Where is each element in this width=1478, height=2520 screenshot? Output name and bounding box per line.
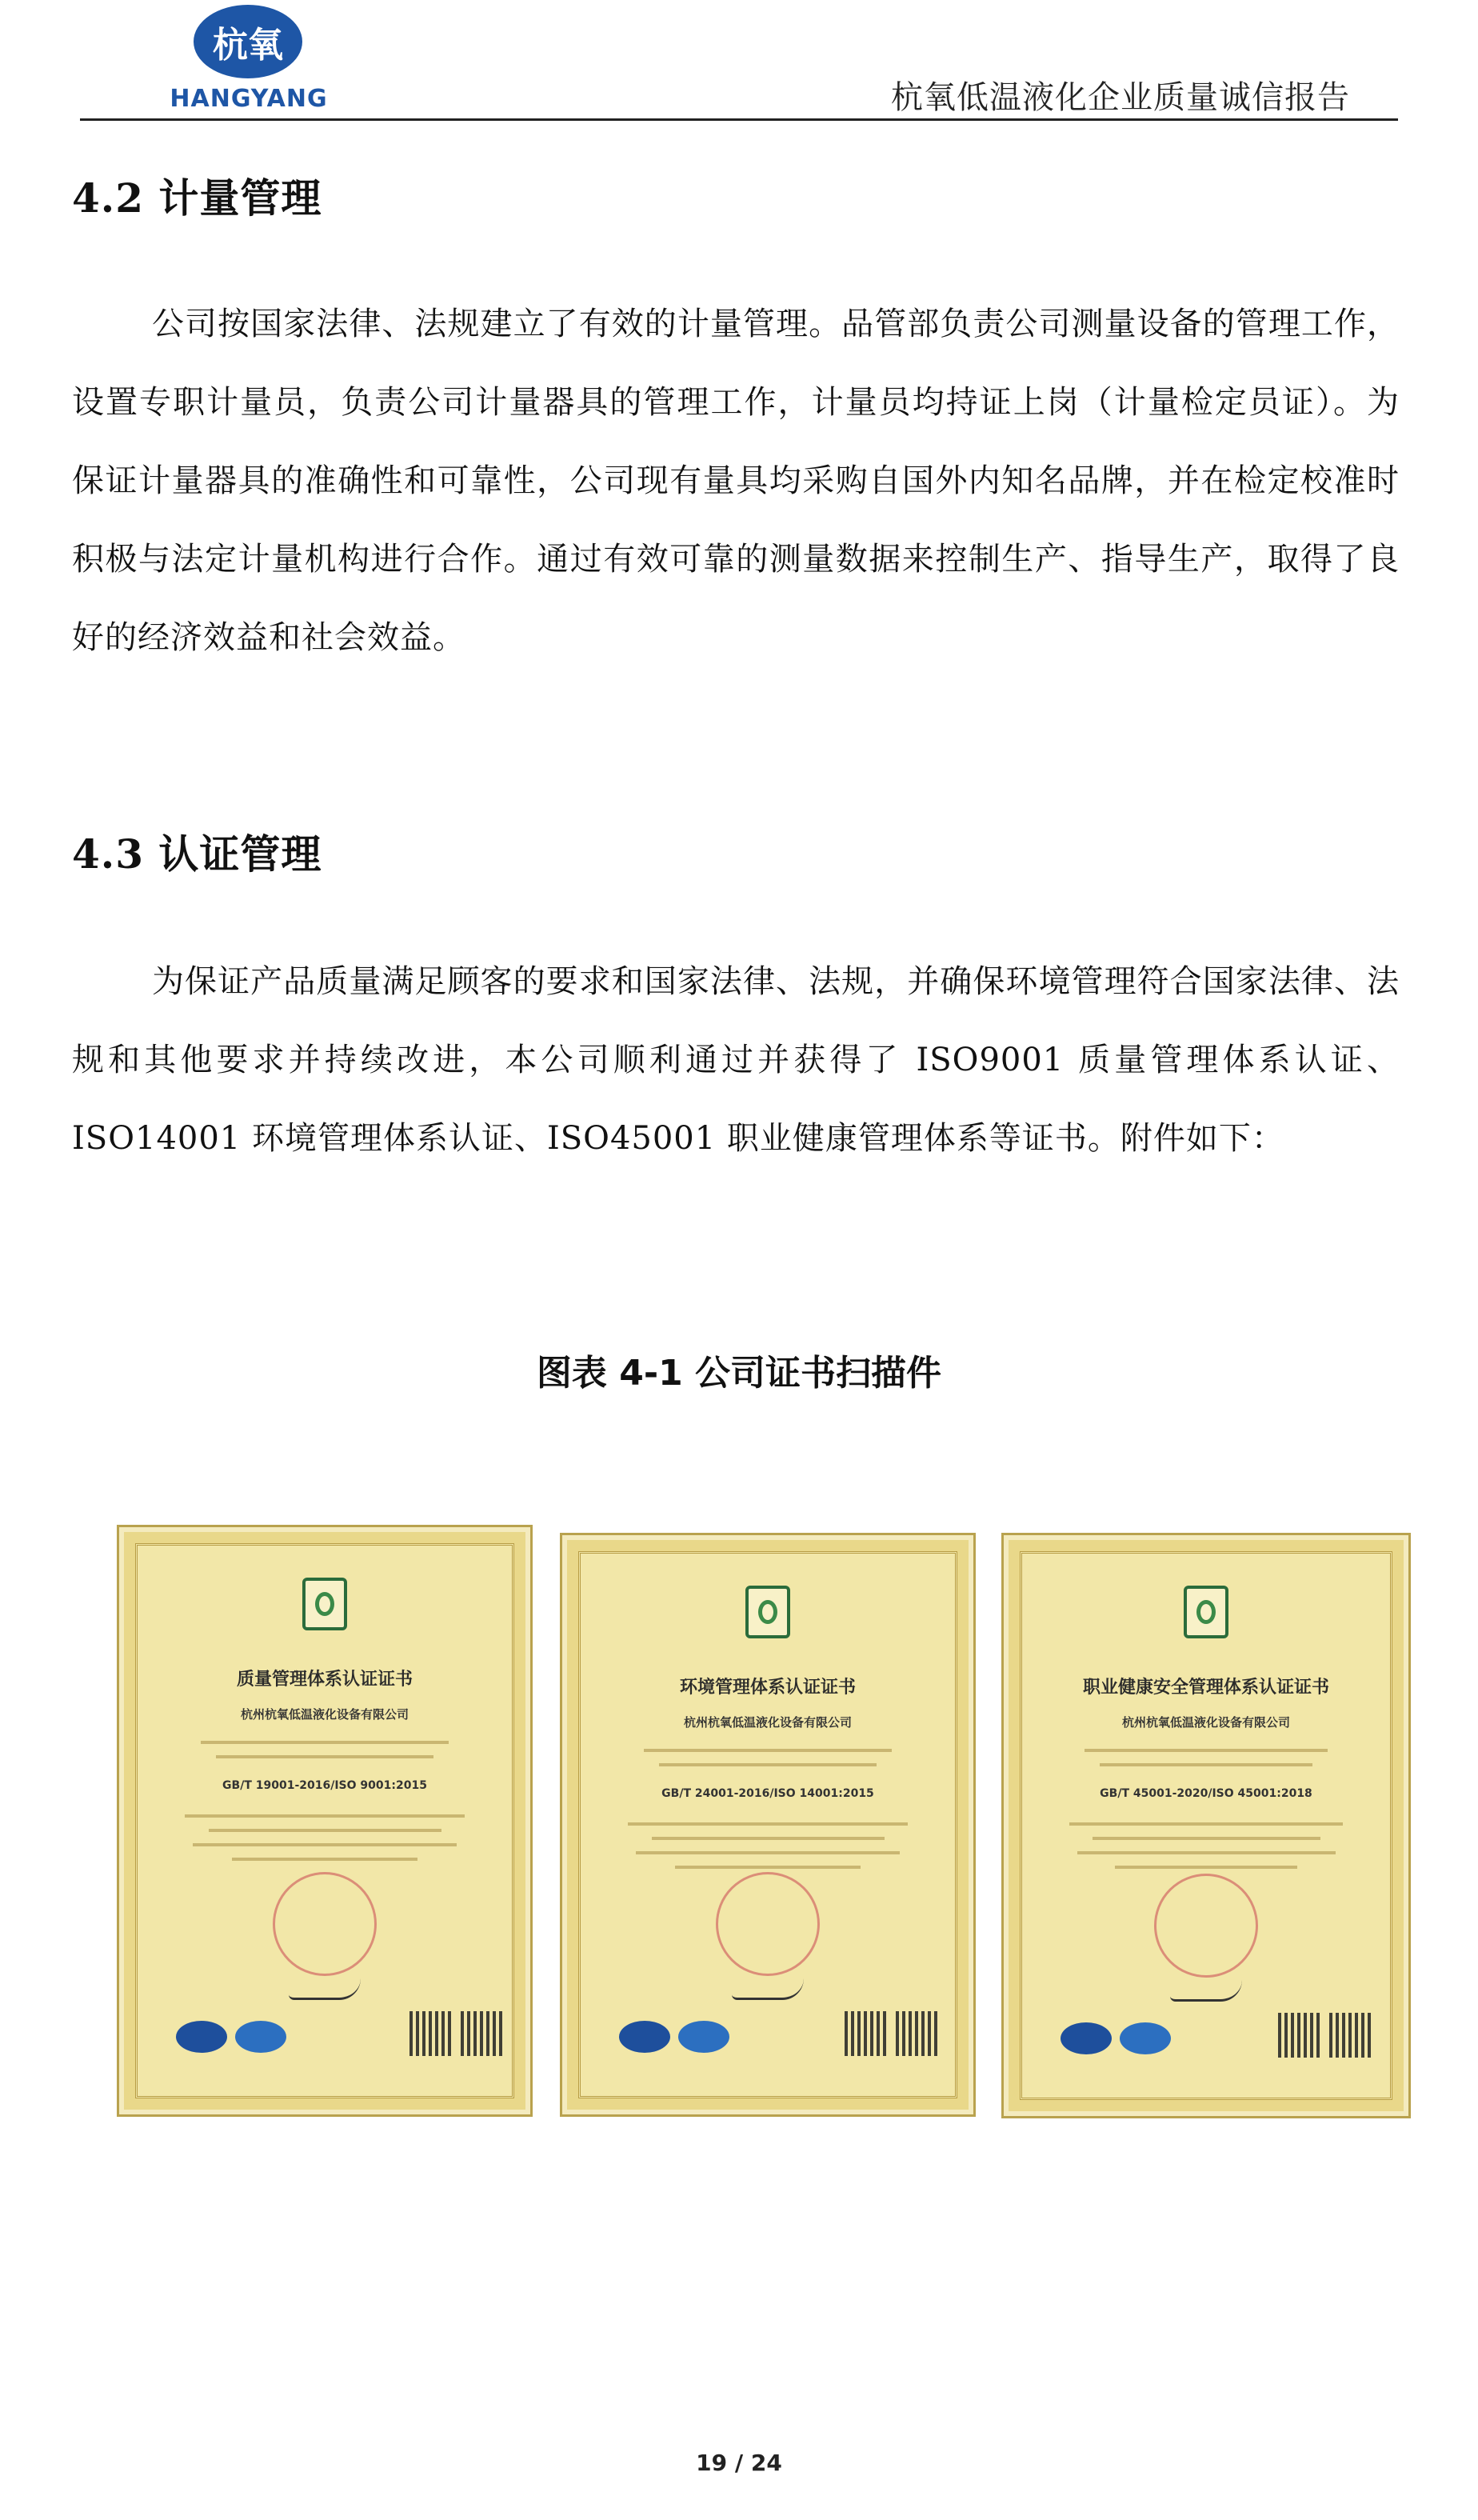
- certificate-occupational-health: [1001, 1533, 1411, 2118]
- cert-mark-icon: [302, 1578, 347, 1630]
- certificate-frame: [135, 1543, 514, 2098]
- cnas-logo-icon: [235, 2021, 286, 2053]
- red-seal-icon: [716, 1872, 820, 1976]
- cert-mark-icon: [1184, 1586, 1228, 1638]
- iaf-logo-icon: [176, 2021, 227, 2053]
- cnas-logo-icon: [678, 2021, 729, 2053]
- qr-code-icon: [1329, 2013, 1374, 2058]
- section-heading-4-3: 4.3 认证管理: [72, 830, 322, 878]
- certificate-standard: GB/T 45001-2020/ISO 45001:2018: [1100, 1787, 1312, 1800]
- certificate-title: 职业健康安全管理体系认证证书: [1082, 1678, 1329, 1698]
- red-seal-icon: [1154, 1874, 1258, 1978]
- iaf-logo-icon: [1061, 2022, 1112, 2054]
- header-divider: [80, 118, 1398, 121]
- red-seal-icon: [273, 1872, 377, 1976]
- certificate-company: 杭州杭氧低温液化设备有限公司: [240, 1707, 409, 1722]
- iaf-logo-icon: [619, 2021, 670, 2053]
- section-paragraph-4-2: 公司按国家法律、法规建立了有效的计量管理。品管部负责公司测量设备的管理工作，设置专职计量员，负责公司计量器具的管理工作，计量员均持证上岗（计量检定员证）。为保证计量器具的准确性和可靠性，公司现有量具均采购自国外内知名品牌，并在检定校准时积极与法定计量机构进行合作。通过有效可靠的测量数据来控制生产、指导生产，取得了良好的经济效益和社会效益。: [72, 306, 1400, 656]
- report-title: 杭氧低温液化企业质量诚信报告: [891, 79, 1350, 116]
- cert-mark-icon: [745, 1586, 790, 1638]
- section-heading-4-2: 4.2 计量管理: [72, 174, 322, 222]
- certificate-frame: [1020, 1551, 1392, 2100]
- qr-code-icon: [461, 2011, 505, 2056]
- logo-wordmark: HANGYANG: [170, 85, 328, 113]
- certificate-title: 环境管理体系认证证书: [679, 1678, 856, 1698]
- qr-code-icon: [845, 2011, 889, 2056]
- company-logo: [165, 5, 333, 113]
- signature-icon: [732, 1978, 804, 2000]
- page-number: 19 / 24: [696, 2450, 782, 2476]
- certificate-company: 杭州杭氧低温液化设备有限公司: [1121, 1715, 1290, 1730]
- logo-badge: 杭氧: [194, 5, 302, 78]
- certificate-quality: [117, 1525, 533, 2117]
- qr-code-icon: [1278, 2013, 1323, 2058]
- section-paragraph-4-3: 为保证产品质量满足顾客的要求和国家法律、法规，并确保环境管理符合国家法律、法规和其他要求并持续改进，本公司顺利通过并获得了 ISO9001 质量管理体系认证、ISO14001 环境管理体系认证、ISO45001 职业健康管理体系等证书。附件如下：: [72, 963, 1400, 1157]
- qr-code-icon: [409, 2011, 454, 2056]
- signature-icon: [289, 1978, 361, 2000]
- figure-caption: 图表 4-1 公司证书扫描件: [536, 1353, 942, 1394]
- certificate-standard: GB/T 19001-2016/ISO 9001:2015: [222, 1779, 427, 1792]
- signature-icon: [1170, 1980, 1242, 2002]
- certificate-company: 杭州杭氧低温液化设备有限公司: [683, 1715, 852, 1730]
- cnas-logo-icon: [1120, 2022, 1171, 2054]
- certificate-title: 质量管理体系认证证书: [236, 1670, 413, 1690]
- certificate-frame: [578, 1551, 957, 2098]
- qr-code-icon: [896, 2011, 941, 2056]
- certificate-standard: GB/T 24001-2016/ISO 14001:2015: [661, 1787, 874, 1800]
- certificate-environment: [560, 1533, 976, 2117]
